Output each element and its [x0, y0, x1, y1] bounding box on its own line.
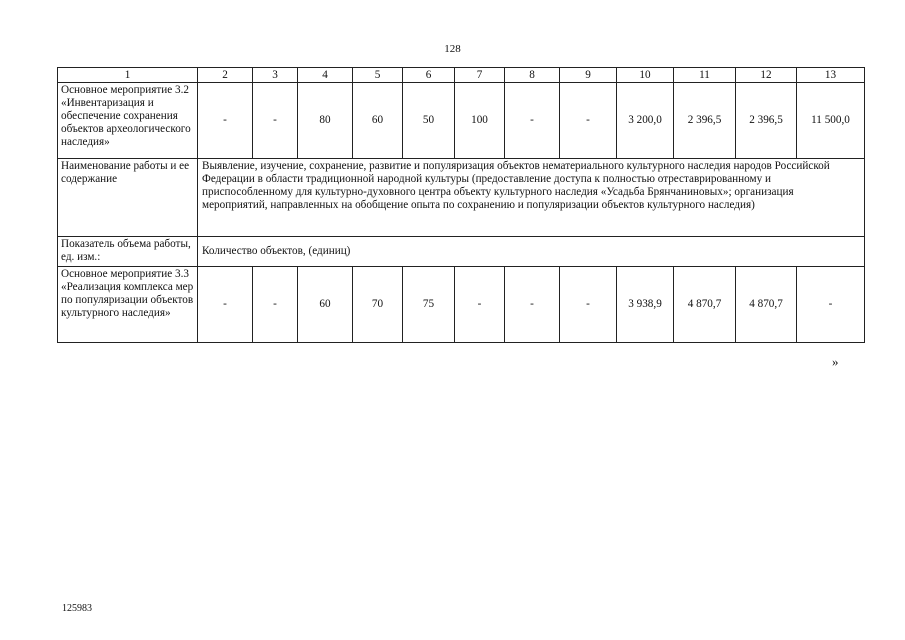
table-row-work: [58, 159, 865, 237]
header-cell: 11: [674, 68, 736, 83]
row-label: Основное мероприятие 3.3 «Реализация комплекса мер по популяризации объектов культурного наследия»: [58, 267, 198, 343]
header-cell: 3: [253, 68, 298, 83]
header-cell: 8: [505, 68, 560, 83]
indicator-value: Количество объектов, (единиц): [198, 237, 865, 267]
header-cell: 13: [797, 68, 865, 83]
value-cell: -: [198, 267, 253, 343]
header-cell: 2: [198, 68, 253, 83]
header-cell: 10: [617, 68, 674, 83]
header-cell: 12: [736, 68, 797, 83]
header-cell: 6: [403, 68, 455, 83]
value-cell: -: [560, 267, 617, 343]
value-cell: -: [198, 83, 253, 159]
value-cell: -: [505, 267, 560, 343]
value-cell: -: [253, 83, 298, 159]
value-cell: 4 870,7: [736, 267, 797, 343]
row-label: Наименование работы и ее содержание: [58, 159, 198, 237]
value-cell: 11 500,0: [797, 83, 865, 159]
header-cell: 5: [353, 68, 403, 83]
value-cell: 100: [455, 83, 505, 159]
value-cell: 2 396,5: [674, 83, 736, 159]
value-cell: 50: [403, 83, 455, 159]
row-label: Основное мероприятие 3.2 «Инвентаризация и обеспечение сохранения объектов археологического наследия»: [58, 83, 198, 159]
value-cell: -: [455, 267, 505, 343]
table-row-indicator: [58, 237, 865, 267]
value-cell: -: [253, 267, 298, 343]
header-row: [58, 68, 865, 83]
value-cell: 75: [403, 267, 455, 343]
work-description: Выявление, изучение, сохранение, развитие и популяризация объектов нематериального культурного наследия народов Российской Федерации в области традиционной народной культуры (предоставление доступа к полностью отреставрированному и приспособленному для культурно-духовного центра объекту культурного наследия «Усадьба Брянчаниновых»; организация мероприятий, направленных на обобщение опыта по сохранению и популяризации объектов культурного наследия): [198, 159, 865, 237]
header-cell: 9: [560, 68, 617, 83]
value-cell: -: [505, 83, 560, 159]
page-number: 128: [444, 43, 461, 55]
value-cell: 3 200,0: [617, 83, 674, 159]
value-cell: -: [560, 83, 617, 159]
header-cell: 7: [455, 68, 505, 83]
table-row-3-3: [58, 267, 865, 343]
document-code: 125983: [62, 603, 92, 614]
program-table: [57, 67, 865, 343]
value-cell: 80: [298, 83, 353, 159]
value-cell: 70: [353, 267, 403, 343]
closing-quote: »: [832, 354, 839, 369]
value-cell: -: [797, 267, 865, 343]
header-cell: 1: [58, 68, 198, 83]
header-cell: 4: [298, 68, 353, 83]
value-cell: 4 870,7: [674, 267, 736, 343]
value-cell: 60: [353, 83, 403, 159]
row-label: Показатель объема работы, ед. изм.:: [58, 237, 198, 267]
value-cell: 3 938,9: [617, 267, 674, 343]
table-row-3-2: [58, 83, 865, 159]
value-cell: 60: [298, 267, 353, 343]
value-cell: 2 396,5: [736, 83, 797, 159]
